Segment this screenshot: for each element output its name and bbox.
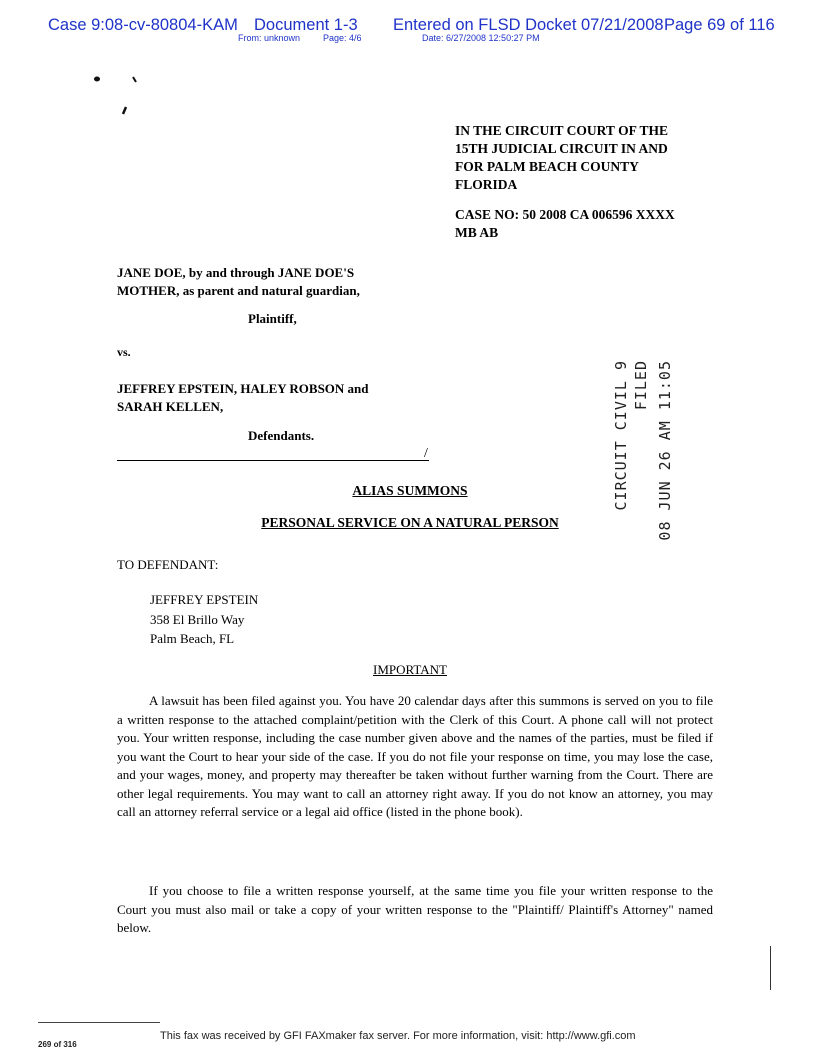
caption-slash: / [424,446,428,461]
case-number-line: CASE NO: 50 2008 CA 006596 XXXX [455,207,675,222]
footer-rule [38,1022,160,1023]
defendants-line: JEFFREY EPSTEIN, HALEY ROBSON and [117,381,369,396]
court-heading [455,122,668,194]
fax-date: Date: 6/27/2008 12:50:27 PM [422,33,540,43]
to-defendant-label: TO DEFENDANT: [117,557,219,572]
plaintiff-label: Plaintiff, [248,311,297,326]
case-id: Case 9:08-cv-80804-KAM [48,16,238,34]
versus: vs. [117,345,131,359]
court-line: FLORIDA [455,177,518,192]
stamp-filed: FILED [632,360,650,411]
response-paragraph: If you choose to file a written response yourself, at the same time you file your written response to the Court you must also mail or take a copy of your written response to the "Plaintiff/ Plaintiff's Attorney" named below. [117,883,713,935]
plaintiff-name [117,264,360,300]
addressee-name: JEFFREY EPSTEIN [150,592,259,607]
page-count: 269 of 316 [38,1040,77,1049]
addressee-street: 358 El Brillo Way [150,611,245,627]
addressee-block [150,590,258,649]
filing-stamp [612,360,676,541]
fax-from: From: unknown [238,33,301,43]
margin-mark [770,946,771,990]
stamp-division: CIRCUIT CIVIL 9 [612,360,630,511]
plaintiff-line: MOTHER, as parent and natural guardian, [117,283,360,298]
notice-paragraph: A lawsuit has been filed against you. You have 20 calendar days after this summons is served on you to file a written response to the attached complaint/petition with the Clerk of this Court. A phone call will not protect you. Your written response, including the case number given above and the names of the parties, must be filed if you want the Court to hear your side of the case. If you do not file your response on time, you may lose the case, and your wages, money, and property may thereafter be taken without further warning from the Court. There are other legal requirements. You may want to call an attorney right away. If you do not know an attorney, you may call an attorney referral service or a legal aid office (listed in the phone book). [117,693,713,819]
court-line: FOR PALM BEACH COUNTY [455,159,639,174]
court-line: IN THE CIRCUIT COURT OF THE [455,123,668,138]
defendants-names [117,380,369,416]
addressee-city: Palm Beach, FL [150,631,235,646]
important-heading: IMPORTANT [372,662,447,677]
plaintiff-line: JANE DOE, by and through JANE DOE'S [117,265,355,280]
fax-page: Page: 4/6 [323,33,362,43]
case-number-suffix: MB AB [455,225,499,240]
fax-notice: This fax was received by GFI FAXmaker fax server. For more information, visit: http://www.gfi.com [160,1030,636,1042]
docket-entry: Entered on FLSD Docket 07/21/2008 [393,16,664,34]
summons-subtitle: PERSONAL SERVICE ON A NATURAL PERSON [261,515,559,530]
page-number: Page 69 of 116 [664,16,775,34]
court-line: 15TH JUDICIAL CIRCUIT IN AND [455,141,668,156]
summons-title: ALIAS SUMMONS [352,483,468,498]
document-number: Document 1-3 [254,16,358,34]
stamp-date: 08 JUN 26 AM 11:05 [656,360,674,541]
defendants-line: SARAH KELLEN, [117,399,224,414]
scan-marks [90,66,140,116]
caption-rule [117,460,429,461]
defendants-label: Defendants. [248,428,315,443]
case-number [455,206,675,242]
